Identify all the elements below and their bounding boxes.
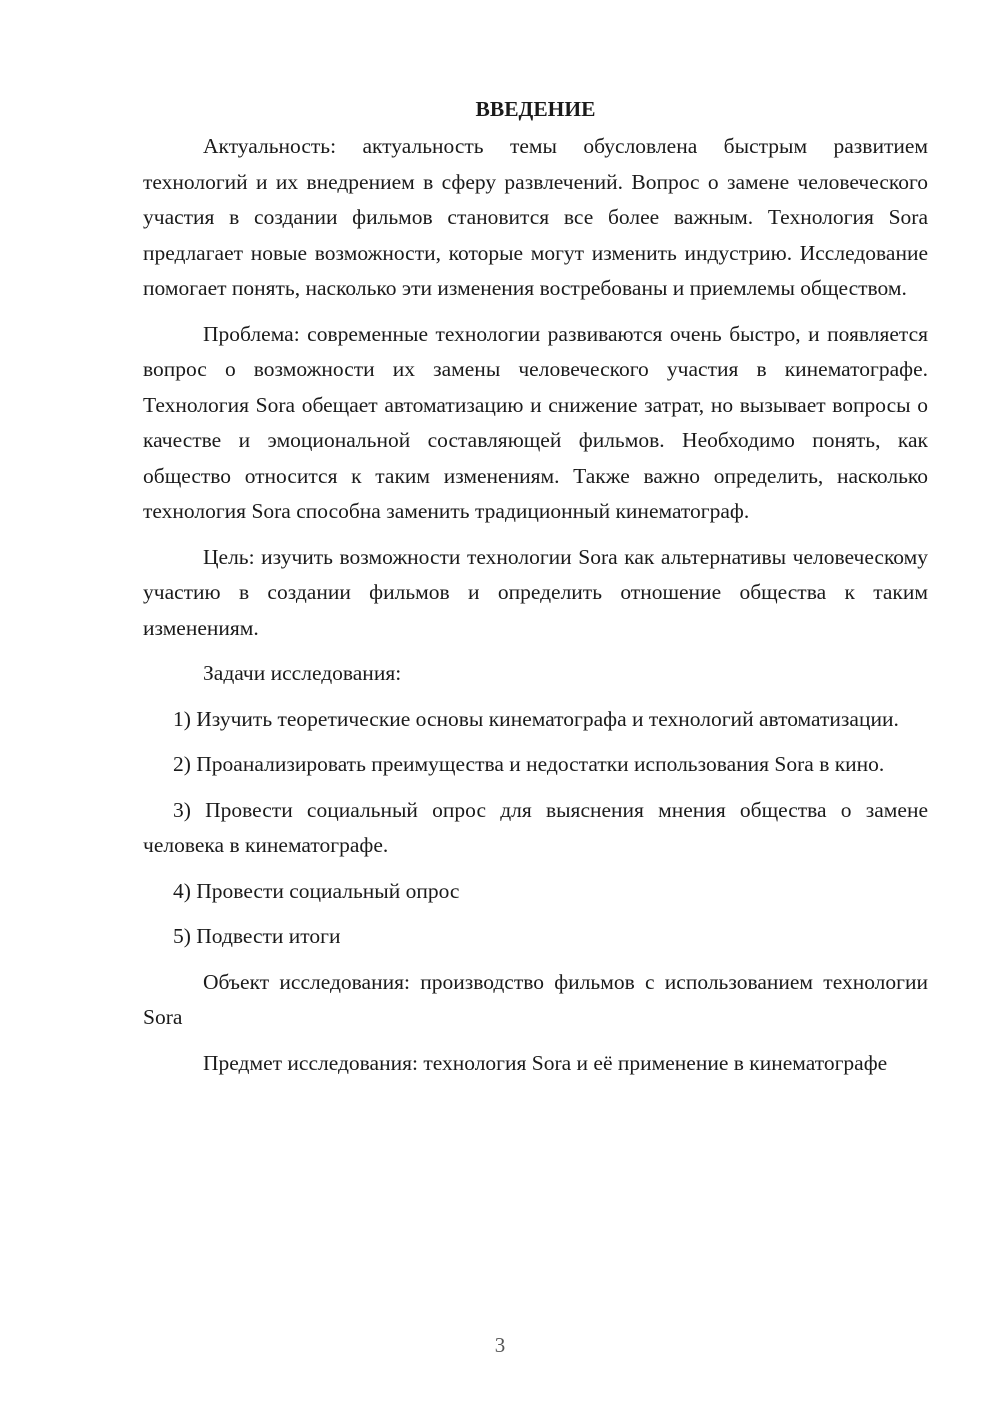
- problem-paragraph: Проблема: современные технологии развиваются очень быстро, и появляется вопрос о возможности их замены человеческого участия в кинематографе. Технология Sora обещает автоматизацию и снижение затрат, но вызывает вопросы о качестве и эмоциональной составляющей фильмов. Необходимо понять, как общество относится к таким изменениям. Также важно определить, насколько технология Sora способна заменить традиционный кинематограф.: [143, 321, 928, 523]
- relevance-paragraph: Актуальность: актуальность темы обусловлена быстрым развитием технологий и их внедрением в сферу развлечений. Вопрос о замене человеческого участия в создании фильмов становится все более важным. Технология Sora предлагает новые возможности, которые могут изменить индустрию. Исследование помогает понять, насколько эти изменения востребованы и приемлемы обществом.: [143, 134, 928, 300]
- task-item-5: 5) Подвести итоги: [173, 924, 341, 948]
- task-item-2: 2) Проанализировать преимущества и недостатки использования Sora в кино.: [173, 752, 885, 776]
- page-number: 3: [494, 1333, 506, 1357]
- task-item-1: 1) Изучить теоретические основы кинематографа и технологий автоматизации.: [173, 706, 899, 731]
- tasks-title: Задачи исследования:: [203, 661, 402, 685]
- task-item-4: 4) Провести социальный опрос: [173, 878, 460, 903]
- subject-paragraph: Предмет исследования: технология Sora и её применение в кинематографе: [203, 1050, 888, 1075]
- object-paragraph: Объект исследования: производство фильмов с использованием технологии Sora: [143, 969, 928, 1029]
- section-heading: ВВЕДЕНИЕ: [475, 97, 596, 121]
- goal-paragraph: Цель: изучить возможности технологии Sora как альтернативы человеческому участию в создании фильмов и определить отношение общества к таким изменениям.: [143, 544, 928, 640]
- document-page: [143, 92, 928, 1091]
- task-item-3: 3) Провести социальный опрос для выяснения мнения общества о замене человека в кинематографе.: [143, 797, 928, 857]
